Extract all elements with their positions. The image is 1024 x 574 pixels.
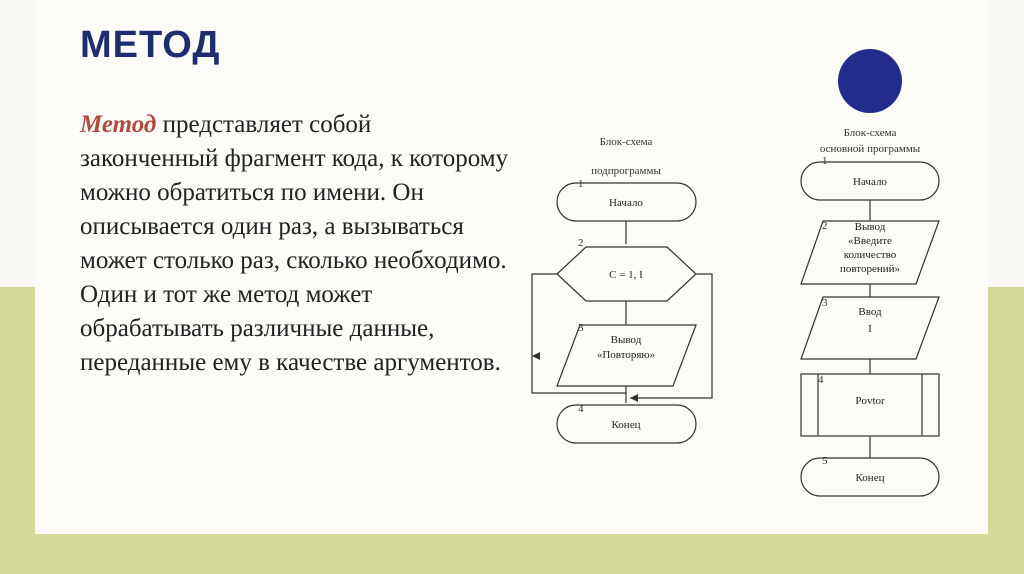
main-node-2-line1: Вывод [854,221,886,233]
main-node-1-num: 1 [822,155,828,167]
sub-caption-line1: Блок-схема [599,136,653,148]
main-node-4-num: 4 [818,374,824,386]
main-node-3-line1: Ввод [858,306,882,318]
main-node-3-line2: I [868,323,872,335]
main-node-2-num: 2 [822,220,828,232]
sub-node-1-num: 1 [578,178,584,190]
slide-title: МЕТОД [80,24,221,66]
main-node-2-line4: повторений» [839,263,901,275]
sub-exit-arrowhead [630,394,638,402]
main-caption-line1: Блок-схема [843,127,897,139]
body-text: представляет собой законченный фрагмент кода, к которому можно обратиться по имени. Он описывается один раз, а вызываться может столько раз, сколько необходимо. Один и тот же метод может обрабатывать различные данные, переданные ему в качестве аргументов. [80,111,509,376]
main-node-2-line2: «Введите [848,235,892,247]
sub-node-2-text: C = 1, I [609,269,643,281]
main-node-1-text: Начало [853,176,887,188]
main-node-4-text: Povtor [855,395,885,407]
sub-node-3-num: 3 [578,322,584,334]
main-node-2-line3: количество [843,249,897,261]
sub-node-4-text: Конец [611,419,641,431]
sub-loop-arrowhead [532,352,540,360]
main-node-3-num: 3 [822,297,828,309]
sub-node-3-line2: «Повторяю» [596,349,656,361]
main-node-5-text: Конец [855,472,885,484]
sub-node-1-text: Начало [609,197,643,209]
main-caption-line2: основной программы [819,143,921,155]
sub-node-2-num: 2 [578,237,584,249]
sub-node-4-num: 4 [578,403,584,415]
sub-loop-exit-line [630,274,712,398]
main-node-5-num: 5 [822,455,828,467]
sub-node-3-line1: Вывод [610,334,642,346]
sub-caption-line2: подпрограммы [591,165,661,177]
body-term: Метод [80,111,157,138]
